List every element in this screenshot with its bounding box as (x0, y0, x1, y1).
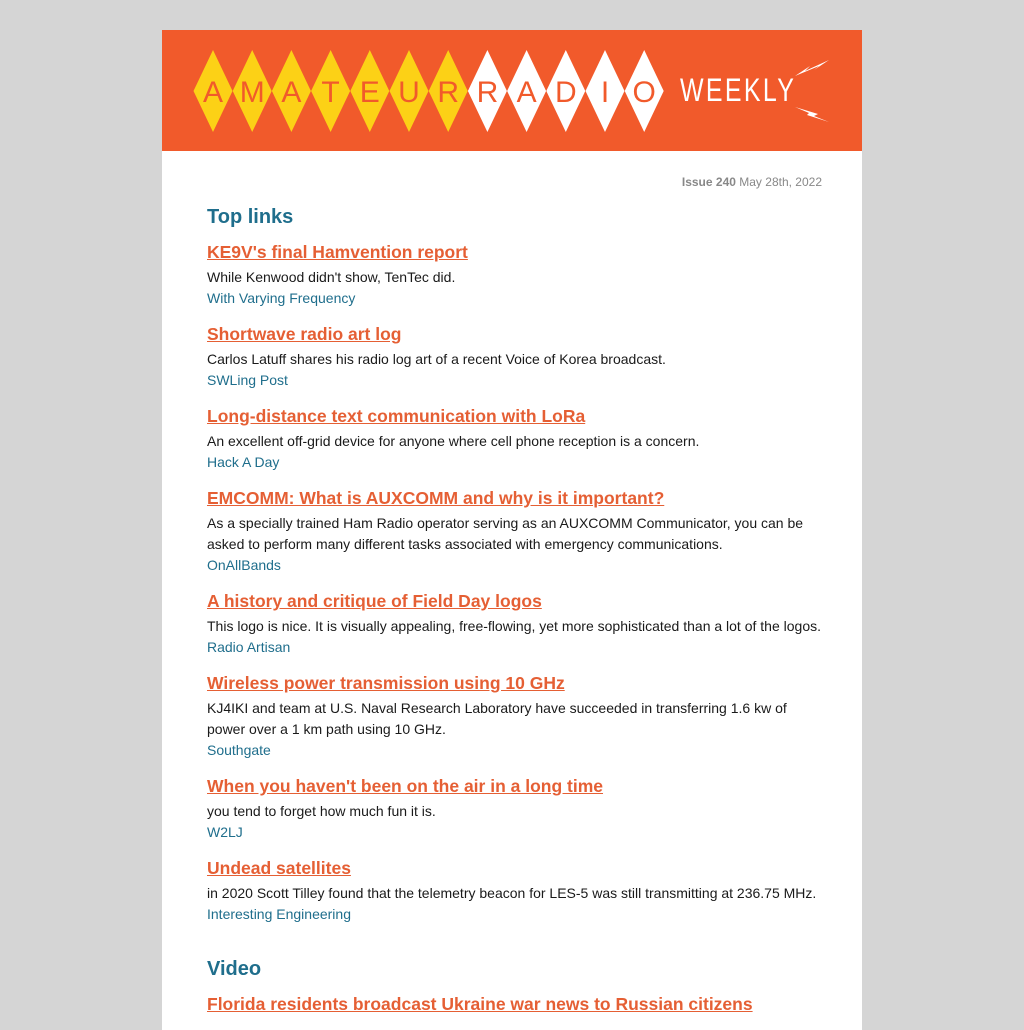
logo-diamond (233, 50, 272, 132)
link-source[interactable]: Southgate (207, 742, 271, 758)
link-source[interactable]: With Varying Frequency (207, 290, 356, 306)
section-heading-top-links: Top links (207, 206, 294, 228)
lightning-bolts-icon (795, 60, 829, 122)
link-title[interactable]: When you haven't been on the air in a long time (207, 776, 604, 796)
link-source[interactable]: SWLing Post (207, 372, 288, 388)
link-item (207, 775, 822, 843)
header-banner (162, 30, 862, 151)
link-title[interactable]: Undead satellites (207, 858, 351, 878)
link-item (207, 405, 822, 473)
logo-letter: A (202, 76, 224, 109)
logo-letter: A (516, 76, 537, 109)
logo-letter: M (239, 76, 265, 109)
top-links-list (207, 241, 822, 925)
link-description: you tend to forget how much fun it is. (207, 803, 436, 819)
logo-diamond (507, 50, 546, 132)
logo-diamond (586, 50, 625, 132)
link-item (207, 241, 822, 309)
logo-letter: R (437, 76, 460, 109)
link-source[interactable]: Interesting Engineering (207, 906, 351, 922)
logo-diamond (194, 50, 233, 132)
link-description: in 2020 Scott Tilley found that the telemetry beacon for LES-5 was still transmitting at 236.75 MHz. (207, 885, 817, 901)
logo-diamond (311, 50, 350, 132)
issue-number: Issue 240 (681, 175, 736, 189)
logo-diamond (468, 50, 507, 132)
section-heading-video: Video (207, 958, 262, 980)
video-title[interactable]: Florida residents broadcast Ukraine war news to Russian citizens (207, 994, 753, 1014)
link-description: KJ4IKI and team at U.S. Naval Research Laboratory have succeeded in transferring 1.6 kw of power over a 1 km path using 10 GHz. (207, 700, 787, 737)
link-description: Carlos Latuff shares his radio log art of a recent Voice of Korea broadcast. (207, 351, 666, 367)
logo-diamond (390, 50, 429, 132)
logo-diamonds (194, 50, 664, 132)
link-title[interactable]: Long-distance text communication with LoRa (207, 406, 586, 426)
logo-letter: I (600, 76, 610, 109)
link-source[interactable]: OnAllBands (207, 557, 281, 573)
weekly-label: WEEKLY (680, 72, 797, 108)
link-source[interactable]: W2LJ (207, 824, 243, 840)
link-source[interactable]: Radio Artisan (207, 639, 291, 655)
logo-diamond (272, 50, 311, 132)
logo-letter: R (476, 76, 499, 109)
newsletter-content (207, 204, 822, 1030)
newsletter-page (162, 30, 862, 1030)
logo-diamond (625, 50, 664, 132)
link-title[interactable]: A history and critique of Field Day logos (207, 591, 542, 611)
logo-letter: D (554, 76, 577, 109)
link-item (207, 487, 822, 576)
logo-letter: U (398, 76, 420, 109)
link-description: This logo is nice. It is visually appealing, free-flowing, yet more sophisticated than a lot of the logos. (207, 618, 821, 634)
link-description: As a specially trained Ham Radio operator serving as an AUXCOMM Communicator, you can be asked to perform many different tasks associated with emergency communications. (207, 515, 804, 552)
link-item (207, 323, 822, 391)
link-title[interactable]: EMCOMM: What is AUXCOMM and why is it important? (207, 488, 665, 508)
issue-info (682, 175, 822, 189)
link-title[interactable]: Shortwave radio art log (207, 324, 402, 344)
link-item (207, 857, 822, 925)
logo-letter: A (281, 76, 302, 109)
logo-diamond (429, 50, 468, 132)
video-list (207, 993, 822, 1016)
logo-diamond (546, 50, 585, 132)
link-item (207, 672, 822, 761)
link-description: While Kenwood didn't show, TenTec did. (207, 269, 456, 285)
link-title[interactable]: Wireless power transmission using 10 GHz (207, 673, 565, 693)
logo-letter: T (321, 76, 340, 109)
link-title[interactable]: KE9V's final Hamvention report (207, 242, 468, 262)
logo-letter: E (359, 76, 380, 109)
logo-diamond (350, 50, 389, 132)
video-item (207, 993, 822, 1016)
link-item (207, 590, 822, 658)
link-description: An excellent off-grid device for anyone where cell phone reception is a concern. (207, 433, 700, 449)
logo-letter: O (632, 76, 656, 109)
issue-date: May 28th, 2022 (739, 175, 822, 189)
link-source[interactable]: Hack A Day (207, 454, 280, 470)
